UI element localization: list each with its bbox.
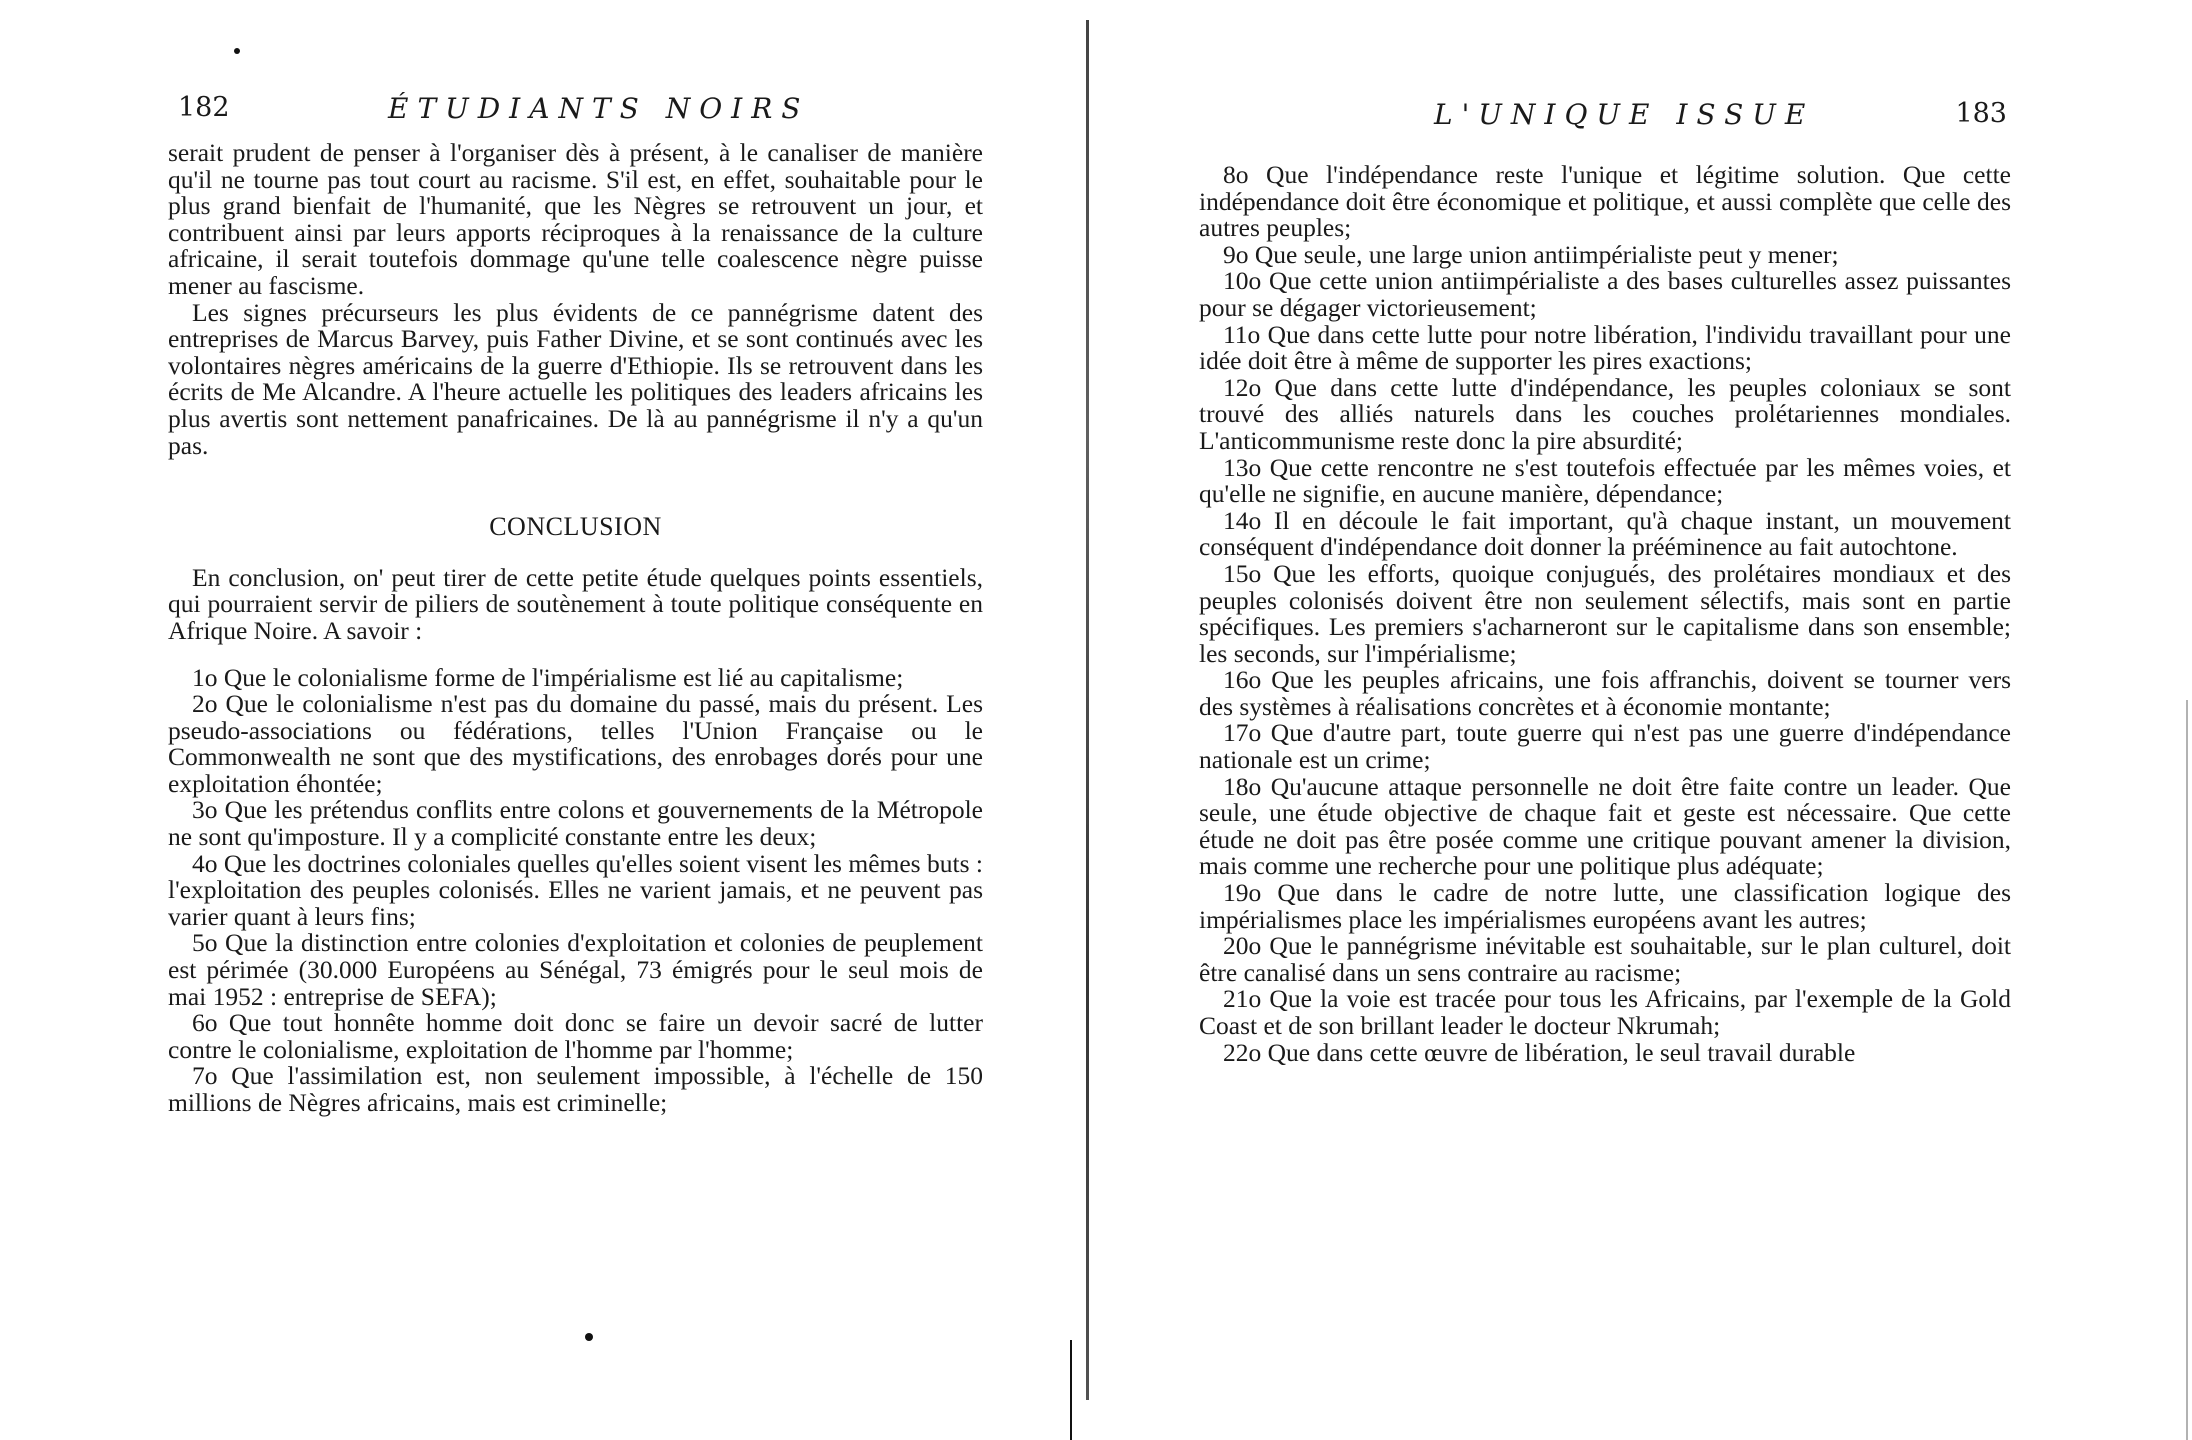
list-item: 13o Que cette rencontre ne s'est toutefois effectuée par les mêmes voies, et qu'elle ne signifie, en aucune manière, dépendance;: [1199, 452, 2011, 509]
list-item: 6o Que tout honnête homme doit donc se faire un devoir sacré de lutter contre le colonialisme, exploitation de l'homme par l'homme;: [168, 1008, 983, 1064]
list-item: 15o Que les efforts, quoique conjugués, des prolétaires mondiaux et des peuples colonisés doivent être non seulement sélectifs, mais sont en partie spécifiques. Les premiers s'acharneront sur le capitalisme dans son ensemble; les seconds, sur l'impérialisme;: [1199, 558, 2011, 668]
list-item: 18o Qu'aucune attaque personnelle ne doit être faite contre un leader. Que seule, une étude objective de chaque fait et geste est nécessaire. Que cette étude ne doit pas être posée comme une critique pouvant amener la division, mais comme une recherche pour une politique plus adéquate;: [1199, 771, 2011, 881]
speck: [585, 1333, 593, 1341]
list-item: 8o Que l'indépendance reste l'unique et légitime solution. Que cette indépendance doit être économique et politique, et aussi complète que celle des autres peuples;: [1199, 160, 2011, 243]
list-item: 1o Que le colonialisme forme de l'impérialisme est lié au capitalisme;: [192, 662, 904, 692]
list-item: 11o Que dans cette lutte pour notre libération, l'individu travaillant pour une idée doit être à même de supporter les pires exactions;: [1199, 319, 2011, 376]
paragraph: serait prudent de penser à l'organiser dès à présent, à le canaliser de manière qu'il ne tourne pas tout court au racisme. S'il est, en effet, souhaitable pour le plus grand bienfait de l'humanité, que les Nègres se retrouvent un jour, et contribuent ainsi par leurs apports réciproques à la renaissance de la culture africaine, il serait toutefois dommage qu'une telle coalescence nègre puisse mener au fascisme.: [168, 138, 983, 300]
paragraph: Les signes précurseurs les plus évidents de ce pannégrisme datent des entreprises de Marcus Barvey, puis Father Divine, et se sont continués avec les volontaires nègres américains de la guerre d'Ethiopie. Ils se retrouvent dans les écrits de Me Alcandre. A l'heure actuelle les politiques des leaders africains les plus avertis sont nettement panafricaines. De là au pannégrisme il n'y a qu'un pas.: [168, 297, 983, 460]
page-number: 182: [178, 92, 230, 123]
book-gutter: [1086, 20, 1089, 1400]
list-item: 7o Que l'assimilation est, non seulement impossible, à l'échelle de 150 millions de Nègres africains, mais est criminelle;: [168, 1061, 983, 1117]
gutter-shadow: [1070, 1340, 1072, 1440]
list-item: 12o Que dans cette lutte d'indépendance, les peuples coloniaux se sont trouvé des alliés naturels dans les couches prolétariennes mondiales. L'anticommunisme reste donc la pire absurdité;: [1199, 372, 2011, 455]
conclusion-points: [1199, 162, 2011, 1066]
right-page-header: [1199, 92, 2011, 140]
running-head: L'UNIQUE ISSUE: [1434, 98, 1815, 131]
running-head: ÉTUDIANTS NOIRS: [388, 92, 810, 125]
list-item: 21o Que la voie est tracée pour tous les Africains, par l'exemple de la Gold Coast et de son brillant leader le docteur Nkrumah;: [1199, 984, 2011, 1040]
left-page: [168, 92, 983, 1117]
right-page-body: [1199, 162, 2011, 1066]
list-item: 2o Que le colonialisme n'est pas du domaine du passé, mais du présent. Les pseudo-associations ou fédérations, telles l'Union Française ou le Commonwealth ne sont que des mystifications, des enrobages dorés pour une exploitation éhontée;: [168, 689, 983, 798]
section-heading: CONCLUSION: [489, 512, 662, 542]
list-item: 17o Que d'autre part, toute guerre qui n'est pas une guerre d'indépendance nationale est un crime;: [1199, 718, 2011, 775]
right-page: [1199, 92, 2011, 1066]
conclusion-points: [168, 662, 983, 1117]
paragraph: En conclusion, on' peut tirer de cette petite étude quelques points essentiels, qui pourraient servir de piliers de soutènement à toute politique conséquente en Afrique Noire. A savoir :: [168, 562, 983, 645]
page-number: 183: [1955, 98, 2007, 129]
page-edge: [2186, 700, 2188, 1440]
list-item: 10o Que cette union antiimpérialiste a des bases culturelles assez puissantes pour se dégager victorieusement;: [1199, 266, 2011, 322]
left-page-header: [168, 92, 983, 140]
list-item: 4o Que les doctrines coloniales quelles qu'elles soient visent les mêmes buts : l'exploitation des peuples colonisés. Elles ne varient jamais, et ne peuvent pas varier quant à leurs fins;: [168, 848, 983, 931]
list-item: 14o Il en découle le fait important, qu'à chaque instant, un mouvement conséquent d'indépendance doit donner la prééminence au fait autochtone.: [1199, 505, 2011, 562]
speck: [234, 48, 240, 54]
list-item: 20o Que le pannégrisme inévitable est souhaitable, sur le plan culturel, doit être canalisé dans un sens contraire au racisme;: [1199, 931, 2011, 987]
left-page-body: [168, 140, 983, 1117]
list-item: 22o Que dans cette œuvre de libération, le seul travail durable: [1223, 1037, 1856, 1067]
list-item: 5o Que la distinction entre colonies d'exploitation et colonies de peuplement est périmée (30.000 Européens au Sénégal, 73 émigrés pour le seul mois de mai 1952 : entreprise de SEFA);: [168, 928, 983, 1011]
list-item: 9o Que seule, une large union antiimpérialiste peut y mener;: [1223, 239, 1839, 269]
list-item: 16o Que les peuples africains, une fois affranchis, doivent se tourner vers des systèmes à réalisations concrètes et à économie montante;: [1199, 665, 2011, 721]
list-item: 19o Que dans le cadre de notre lutte, une classification logique des impérialismes place les impérialismes européens avant les autres;: [1199, 878, 2011, 934]
list-item: 3o Que les prétendus conflits entre colons et gouvernements de la Métropole ne sont qu'imposture. Il y a complicité constante entre les deux;: [168, 795, 983, 852]
